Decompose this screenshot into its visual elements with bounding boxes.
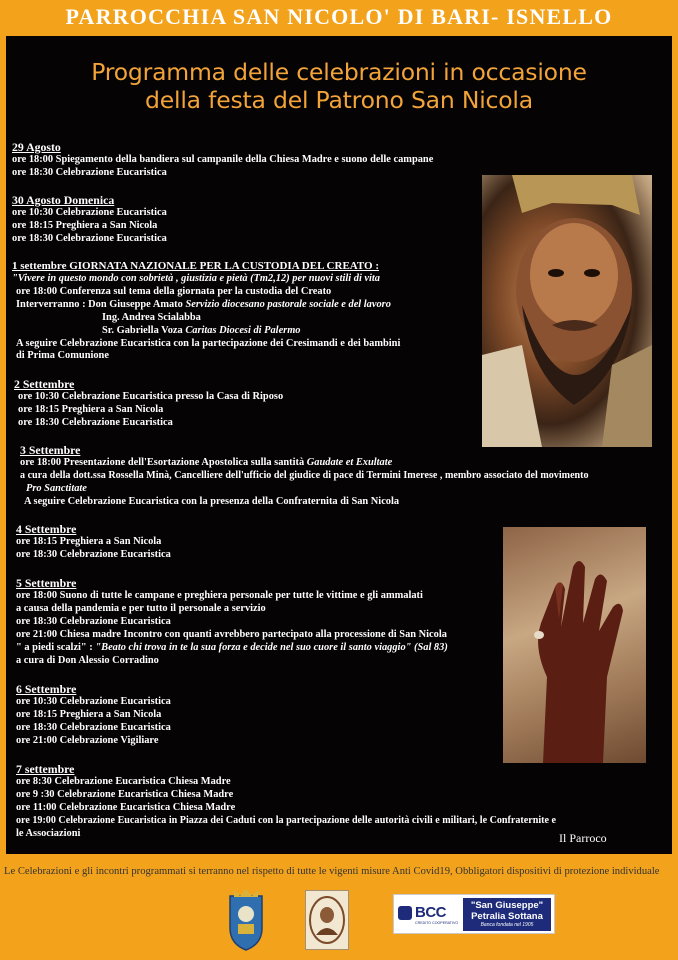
day-section [12,140,433,180]
bank-mark-icon [398,906,412,920]
schedule-line: ore 18:00 Conferenza sul tema della giornata per la custodia del Creato [16,285,332,297]
schedule-line: ore 10:30 Celebrazione Eucaristica presso la Casa di Riposo [18,391,284,402]
schedule-line: a causa della pandemia e per tutto il personale a servizio [16,602,266,614]
day-heading: 29 Agosto [12,140,61,154]
signature: Il Parroco [559,831,607,845]
bank-tagline: CREDITO COOPERATIVO [415,921,459,925]
schedule-line: di Prima Comunione [16,350,109,362]
day-heading: 7 settembre [16,762,75,776]
day-section [12,193,167,246]
day-section [16,576,448,667]
bank-branch-box [463,898,551,931]
document-title: Gaudate et Exultate [306,457,393,468]
speaker-name: Sr. Gabriella Voza [102,324,183,336]
schedule-line: ore 9 :30 Celebrazione Eucaristica Chiesa Madre [16,788,234,800]
schedule-line: ore 18:30 Celebrazione Eucaristica [12,166,167,178]
schedule-line: ore 18:30 Celebrazione Eucaristica [18,416,173,428]
schedule-line: ore 18:15 Preghiera a San Nicola [16,536,162,547]
speaker-role: Servizio diocesano pastorale sociale e del lavoro [185,298,391,310]
schedule-line: ore 18:30 Celebrazione Eucaristica [16,548,171,560]
schedule-quote: "Vivere in questo mondo con sobrietà , giustizia e pietà (Tm2,12) per nuovi stili di vita [12,273,381,284]
header [0,0,678,36]
day-section [14,377,283,430]
speaker-intro: Interverranno : Don Giuseppe Amato [16,298,183,310]
schedule-line: ore 11:00 Celebrazione Eucaristica Chiesa Madre [16,801,236,813]
speaker-role: Caritas Diocesi di Palermo [185,324,301,336]
schedule-line: ore 10:30 Celebrazione Eucaristica [12,207,167,218]
schedule-line: A seguire Celebrazione Eucaristica con la partecipazione dei Cresimandi e dei bambini [16,337,401,349]
schedule-line: ore 8:30 Celebrazione Eucaristica Chiesa Madre [16,776,231,787]
schedule-line: ore 21:00 Chiesa madre Incontro con quanti avrebbero partecipato alla processione di San Nicola [16,628,447,640]
bank-branch-name: "San Giuseppe" [470,900,544,911]
bank-founded: Banca fondata nel 1905 [480,922,534,928]
footer [0,854,678,960]
schedule-line [12,299,400,312]
schedule-line: a cura di Don Alessio Corradino [16,654,159,666]
day-section [16,522,171,562]
psalm-quote: "Beato chi trova in te la sua forza e decide nel suo cuore il santo viaggio" (Sal 83) [95,641,448,653]
day-heading: 3 Settembre [20,443,81,457]
parish-title: PARROCCHIA SAN NICOLO' DI BARI- ISNELLO [65,4,613,29]
day-section [12,259,400,363]
event-text: " a piedi scalzi" : [16,641,93,653]
schedule-line: ore 10:30 Celebrazione Eucaristica [16,696,171,707]
covid-notice: Le Celebrazioni e gli incontri programmati si terranno nel rispetto di tutte le vigenti misure Anti Covid19, Obbligatori dispositivi di protezione individuale [4,866,660,877]
schedule-line [16,642,448,655]
day-heading: 30 Agosto Domenica [12,193,115,207]
headline-line-2: della festa del Patrono San Nicola [145,86,533,114]
schedule-line: ore 18:15 Preghiera a San Nicola [16,708,162,720]
bank-name: BCC [415,904,446,921]
day-heading: 5 Settembre [16,576,77,590]
day-section [16,682,171,748]
schedule-line: le Associazioni [16,827,81,839]
day-heading: 1 settembre GIORNATA NAZIONALE PER LA CUSTODIA DEL CREATO : [12,260,380,272]
movement-name: Pro Sanctitate [26,482,87,494]
parish-seal-logo [305,890,349,950]
town-crest-logo [226,888,266,952]
schedule-line: Ing. Andrea Scialabba [102,311,201,323]
schedule-line: ore 21:00 Celebrazione Vigiliare [16,734,159,746]
schedule-line: ore 18:30 Celebrazione Eucaristica [16,615,171,627]
schedule-line: a cura della dott.ssa Rossella Minà, Cancelliere dell'ufficio del giudice di pace di Termini Imerese , membro associato del movimento [20,469,589,481]
schedule-line [12,325,400,338]
day-section [16,762,556,841]
schedule-line: A seguire Celebrazione Eucaristica con la presenza della Confraternita di San Nicola [24,495,400,507]
day-section [20,443,589,509]
event-text: ore 18:00 Presentazione dell'Esortazione Apostolica sulla santità [20,457,305,468]
schedule-line [20,457,589,470]
day-heading: 6 Settembre [16,682,77,696]
schedule-line: ore 18:30 Celebrazione Eucaristica [12,232,167,244]
schedule-line: ore 18:00 Spiegamento della bandiera sul campanile della Chiesa Madre e suono delle campane [12,154,434,165]
bank-branch-town: Petralia Sottana [471,911,543,922]
program-panel [6,36,672,854]
day-heading: 4 Settembre [16,522,77,536]
schedule-line: ore 18:15 Preghiera a San Nicola [12,219,158,231]
headline-line-1: Programma delle celebrazioni in occasione [91,58,587,86]
celebration-schedule [6,36,672,854]
day-heading: 2 Settembre [14,377,75,391]
schedule-line: ore 18:30 Celebrazione Eucaristica [16,721,171,733]
schedule-line: ore 18:00 Suono di tutte le campane e preghiera personale per tutte le vittime e gli ammalati [16,590,423,601]
schedule-line: ore 18:15 Preghiera a San Nicola [18,403,164,415]
bank-logo [393,894,555,934]
schedule-line: ore 19:00 Celebrazione Eucaristica in Piazza dei Caduti con la partecipazione delle autorità civili e militari, le Confraternite e [16,814,556,826]
